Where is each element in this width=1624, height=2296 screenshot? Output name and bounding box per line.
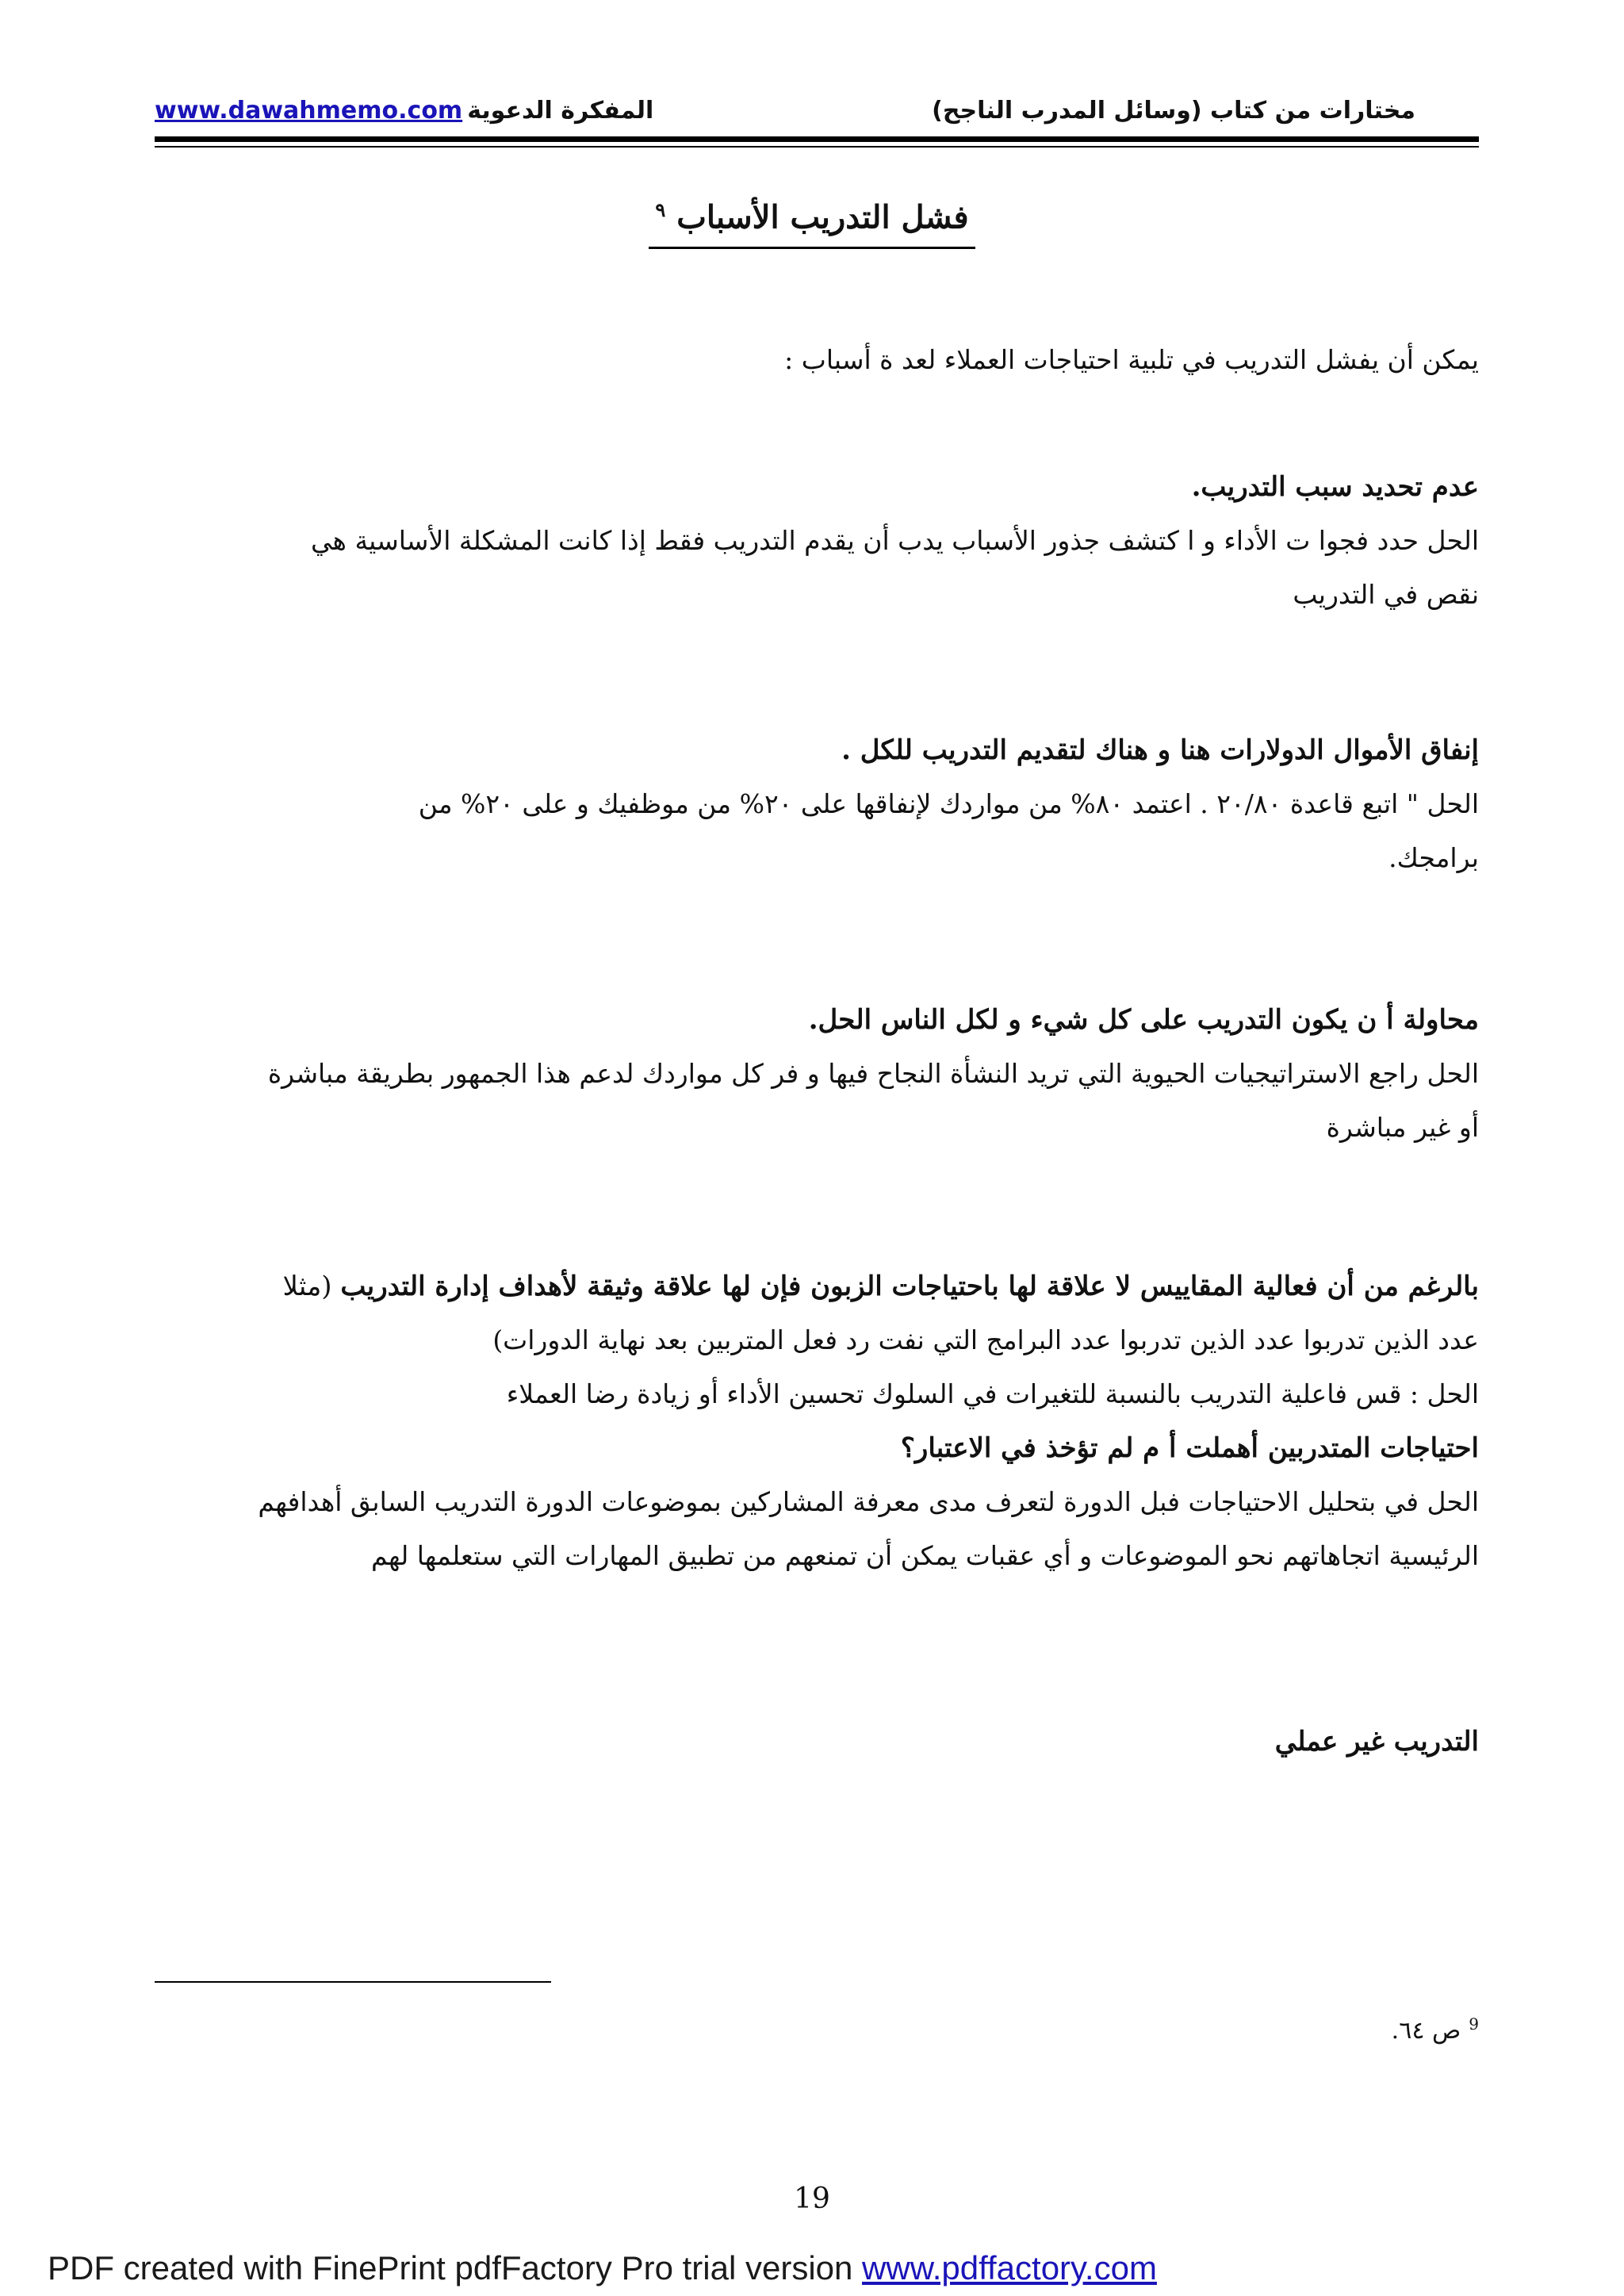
intro-paragraph: يمكن أن يفشل التدريب في تلبية احتياجات العملاء لعد ة أسباب : (784, 344, 1479, 375)
section-3-line-1: الحل راجع الاستراتيجيات الحيوية التي تريد النشأة النجاح فيها و فر كل مواردك لدعم هذا الجمهور بطريقة مباشرة (267, 1058, 1479, 1089)
section-6-heading: التدريب غير عملي (1274, 1726, 1479, 1757)
section-1-heading: عدم تحديد سبب التدريب. (1191, 471, 1479, 503)
header-rule-thin (155, 146, 1479, 148)
pdf-banner (48, 2249, 1157, 2287)
footnote-rule (155, 1981, 551, 1983)
section-2-line-1: الحل " اتبع قاعدة ٢٠/٨٠ . اعتمد ٨٠% من مواردك لإنفاقها على ٢٠% من موظفيك و على ٢٠% من (418, 788, 1479, 819)
section-4-line-1: عدد الذين تدربوا عدد الذين تدربوا عدد البرامج التي نفت رد فعل المتربين بعد نهاية الدورات) (492, 1324, 1479, 1355)
page-number: 19 (794, 2183, 830, 2215)
section-3-heading: محاولة أ ن يكون التدريب على كل شيء و لكل الناس الحل. (808, 1004, 1479, 1036)
section-2 (151, 723, 1479, 885)
section-2-line-2: برامجك. (1388, 842, 1479, 873)
section-4-heading-tail: (مثلا (282, 1271, 341, 1302)
footnote-text: ص ٦٤. (1391, 2017, 1461, 2045)
pdf-banner-text: PDF created with FinePrint pdfFactory Pro trial version (48, 2249, 863, 2286)
header-url-link[interactable]: www.dawahmemo.com (155, 97, 463, 125)
title-wrap (0, 198, 1624, 249)
section-5-line-2: الرئيسية اتجاهاتهم نحو الموضوعات و أي عقبات يمكن أن تمنعهم من تطبيق المهارات التي ستعلمها لهم (371, 1540, 1479, 1571)
page-header (155, 89, 1479, 136)
page-title-text: فشل التدريب الأسباب (676, 198, 969, 236)
section-5-line-1: الحل في بتحليل الاحتياجات فبل الدورة لتعرف مدى معرفة المشاركين بموضوعات الدورة التدريب السابق أهدافهم (258, 1486, 1479, 1517)
header-site-name: المفكرة الدعوية (467, 97, 654, 125)
page-title (649, 198, 975, 249)
title-footnote-ref: ٩ (655, 198, 666, 221)
section-4-heading (151, 1259, 1479, 1313)
section-3 (151, 993, 1479, 1155)
section-1-line-1: الحل حدد فجوا ت الأداء و ا كتشف جذور الأسباب يدب أن يقدم التدريب فقط إذا كانت المشكلة الأساسية هي (311, 525, 1479, 556)
section-6 (151, 1715, 1479, 1769)
intro-block (151, 333, 1479, 387)
section-4-line-2: الحل : قس فاعلية التدريب بالنسبة للتغيرات في السلوك تحسين الأداء أو زيادة رضا العملاء (506, 1378, 1479, 1409)
header-site (155, 97, 653, 125)
section-4-heading-bold: بالرغم من أن فعالية المقاييس لا علاقة لها باحتياجات الزبون فإن لها علاقة وثيقة لأهداف إدارة التدريب (340, 1271, 1479, 1302)
section-2-heading: إنفاق الأموال الدولارات هنا و هناك لتقديم التدريب للكل . (841, 734, 1479, 766)
section-1 (151, 460, 1479, 622)
section-4 (151, 1259, 1479, 1583)
footnote (1392, 2014, 1479, 2045)
section-5-heading: احتياجات المتدربين أهملت أ م لم تؤخذ في الاعتبار؟ (900, 1432, 1479, 1464)
section-1-line-2: نقص في التدريب (1293, 579, 1479, 610)
header-book-title: مختارات من كتاب (وسائل المدرب الناجح) (932, 97, 1415, 125)
pdf-banner-link[interactable]: www.pdffactory.com (862, 2249, 1157, 2286)
section-3-line-2: أو غير مباشرة (1326, 1112, 1479, 1143)
footnote-number: 9 (1469, 2014, 1479, 2033)
header-rule-thick (155, 136, 1479, 142)
